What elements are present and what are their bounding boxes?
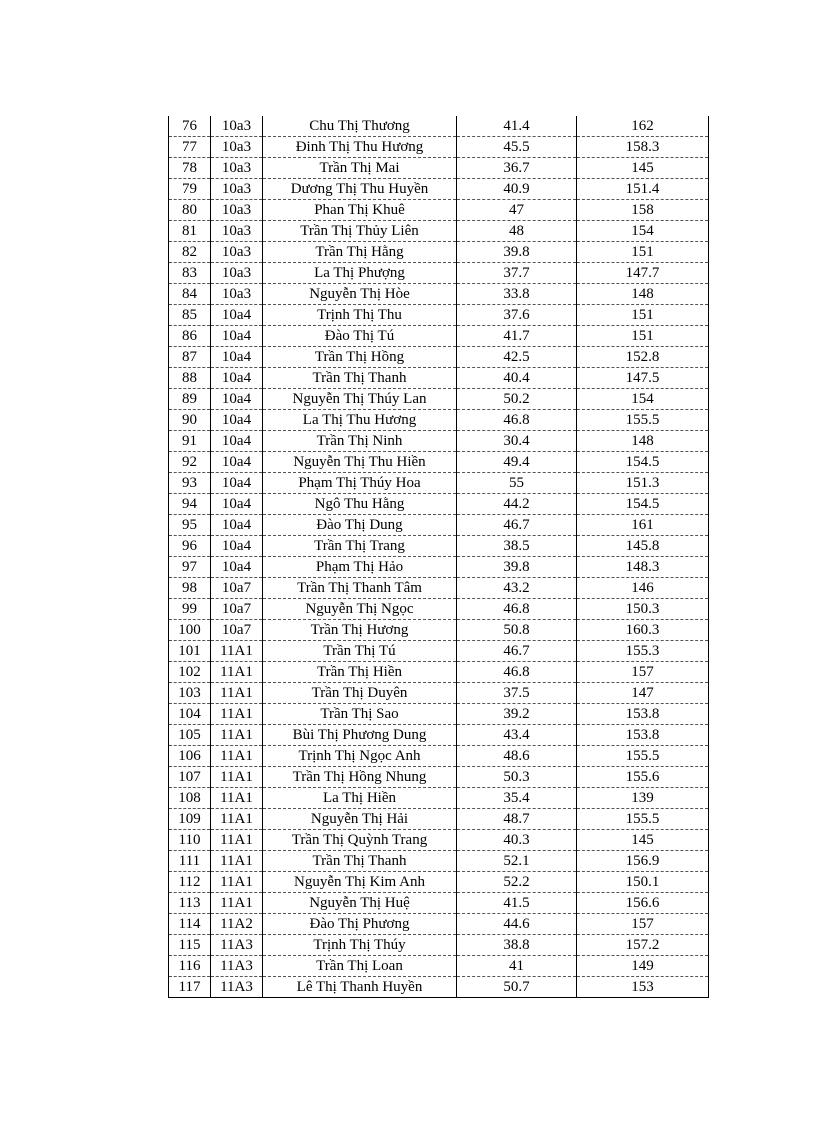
weight-cell: 43.4: [457, 725, 577, 746]
table-body: [169, 116, 709, 998]
student-name-cell: Đào Thị Phương: [263, 914, 457, 935]
table-row: [169, 662, 709, 683]
height-cell: 145: [577, 830, 709, 851]
table-row: [169, 956, 709, 977]
class-cell: 10a4: [211, 515, 263, 536]
weight-cell: 38.5: [457, 536, 577, 557]
class-cell: 11A1: [211, 662, 263, 683]
student-name-cell: Nguyễn Thị Ngọc: [263, 599, 457, 620]
table-row: [169, 410, 709, 431]
weight-cell: 41.7: [457, 326, 577, 347]
row-number-cell: 78: [169, 158, 211, 179]
class-cell: 10a3: [211, 284, 263, 305]
weight-cell: 49.4: [457, 452, 577, 473]
weight-cell: 41.5: [457, 893, 577, 914]
height-cell: 160.3: [577, 620, 709, 641]
student-name-cell: Trần Thị Tú: [263, 641, 457, 662]
weight-cell: 44.2: [457, 494, 577, 515]
row-number-cell: 84: [169, 284, 211, 305]
row-number-cell: 112: [169, 872, 211, 893]
height-cell: 154: [577, 221, 709, 242]
height-cell: 150.3: [577, 599, 709, 620]
class-cell: 11A1: [211, 809, 263, 830]
height-cell: 155.3: [577, 641, 709, 662]
class-cell: 10a3: [211, 200, 263, 221]
table-row: [169, 872, 709, 893]
class-cell: 10a4: [211, 347, 263, 368]
weight-cell: 40.4: [457, 368, 577, 389]
student-name-cell: Trần Thị Trang: [263, 536, 457, 557]
table-row: [169, 263, 709, 284]
student-name-cell: Trịnh Thị Ngọc Anh: [263, 746, 457, 767]
row-number-cell: 105: [169, 725, 211, 746]
table-row: [169, 473, 709, 494]
student-name-cell: Trần Thị Thanh Tâm: [263, 578, 457, 599]
weight-cell: 39.8: [457, 242, 577, 263]
row-number-cell: 79: [169, 179, 211, 200]
weight-cell: 52.2: [457, 872, 577, 893]
height-cell: 154.5: [577, 452, 709, 473]
row-number-cell: 108: [169, 788, 211, 809]
table-row: [169, 305, 709, 326]
weight-cell: 46.7: [457, 641, 577, 662]
weight-cell: 50.8: [457, 620, 577, 641]
table-row: [169, 851, 709, 872]
row-number-cell: 102: [169, 662, 211, 683]
class-cell: 11A1: [211, 683, 263, 704]
weight-cell: 36.7: [457, 158, 577, 179]
height-cell: 162: [577, 116, 709, 137]
student-name-cell: Trần Thị Mai: [263, 158, 457, 179]
row-number-cell: 83: [169, 263, 211, 284]
table-row: [169, 242, 709, 263]
row-number-cell: 103: [169, 683, 211, 704]
table-row: [169, 557, 709, 578]
class-cell: 11A1: [211, 851, 263, 872]
student-name-cell: La Thị Thu Hương: [263, 410, 457, 431]
weight-cell: 48: [457, 221, 577, 242]
class-cell: 11A1: [211, 872, 263, 893]
table-row: [169, 809, 709, 830]
student-name-cell: Đào Thị Tú: [263, 326, 457, 347]
table-row: [169, 431, 709, 452]
height-cell: 153.8: [577, 704, 709, 725]
weight-cell: 41.4: [457, 116, 577, 137]
student-name-cell: Phạm Thị Hảo: [263, 557, 457, 578]
height-cell: 147.7: [577, 263, 709, 284]
table-row: [169, 326, 709, 347]
height-cell: 156.6: [577, 893, 709, 914]
height-cell: 157: [577, 914, 709, 935]
student-name-cell: Trần Thị Sao: [263, 704, 457, 725]
table-row: [169, 767, 709, 788]
class-cell: 10a3: [211, 179, 263, 200]
height-cell: 151.4: [577, 179, 709, 200]
table-row: [169, 284, 709, 305]
student-name-cell: Phạm Thị Thúy Hoa: [263, 473, 457, 494]
table-row: [169, 725, 709, 746]
class-cell: 10a7: [211, 599, 263, 620]
class-cell: 10a4: [211, 389, 263, 410]
student-name-cell: Nguyễn Thị Kim Anh: [263, 872, 457, 893]
table-row: [169, 746, 709, 767]
weight-cell: 55: [457, 473, 577, 494]
row-number-cell: 114: [169, 914, 211, 935]
table-row: [169, 536, 709, 557]
student-name-cell: Trần Thị Loan: [263, 956, 457, 977]
class-cell: 10a7: [211, 620, 263, 641]
student-name-cell: Trần Thị Hồng Nhung: [263, 767, 457, 788]
student-name-cell: Nguyễn Thị Hải: [263, 809, 457, 830]
height-cell: 152.8: [577, 347, 709, 368]
height-cell: 153: [577, 977, 709, 998]
weight-cell: 44.6: [457, 914, 577, 935]
class-cell: 10a4: [211, 326, 263, 347]
class-cell: 11A1: [211, 704, 263, 725]
class-cell: 10a3: [211, 137, 263, 158]
student-name-cell: Nguyễn Thị Hòe: [263, 284, 457, 305]
row-number-cell: 100: [169, 620, 211, 641]
weight-cell: 48.6: [457, 746, 577, 767]
student-name-cell: Nguyễn Thị Huệ: [263, 893, 457, 914]
row-number-cell: 110: [169, 830, 211, 851]
student-name-cell: Trịnh Thị Thu: [263, 305, 457, 326]
row-number-cell: 76: [169, 116, 211, 137]
table-row: [169, 704, 709, 725]
row-number-cell: 116: [169, 956, 211, 977]
weight-cell: 43.2: [457, 578, 577, 599]
row-number-cell: 113: [169, 893, 211, 914]
row-number-cell: 99: [169, 599, 211, 620]
class-cell: 10a4: [211, 452, 263, 473]
student-name-cell: Trần Thị Ninh: [263, 431, 457, 452]
row-number-cell: 91: [169, 431, 211, 452]
row-number-cell: 85: [169, 305, 211, 326]
weight-cell: 38.8: [457, 935, 577, 956]
weight-cell: 39.2: [457, 704, 577, 725]
table-row: [169, 452, 709, 473]
table-row: [169, 935, 709, 956]
height-cell: 158.3: [577, 137, 709, 158]
class-cell: 10a4: [211, 557, 263, 578]
student-name-cell: Lê Thị Thanh Huyền: [263, 977, 457, 998]
class-cell: 10a4: [211, 368, 263, 389]
row-number-cell: 96: [169, 536, 211, 557]
height-cell: 139: [577, 788, 709, 809]
row-number-cell: 97: [169, 557, 211, 578]
student-name-cell: Trần Thị Thanh: [263, 851, 457, 872]
height-cell: 155.5: [577, 746, 709, 767]
student-name-cell: Trần Thị Hiền: [263, 662, 457, 683]
height-cell: 155.5: [577, 410, 709, 431]
height-cell: 155.6: [577, 767, 709, 788]
row-number-cell: 109: [169, 809, 211, 830]
row-number-cell: 111: [169, 851, 211, 872]
table-row: [169, 494, 709, 515]
height-cell: 148: [577, 431, 709, 452]
weight-cell: 35.4: [457, 788, 577, 809]
weight-cell: 50.2: [457, 389, 577, 410]
weight-cell: 50.3: [457, 767, 577, 788]
height-cell: 151: [577, 242, 709, 263]
row-number-cell: 77: [169, 137, 211, 158]
weight-cell: 40.3: [457, 830, 577, 851]
height-cell: 161: [577, 515, 709, 536]
weight-cell: 37.7: [457, 263, 577, 284]
class-cell: 11A2: [211, 914, 263, 935]
height-cell: 146: [577, 578, 709, 599]
table-row: [169, 641, 709, 662]
weight-cell: 46.8: [457, 410, 577, 431]
table-row: [169, 116, 709, 137]
height-cell: 148.3: [577, 557, 709, 578]
table-row: [169, 683, 709, 704]
height-cell: 158: [577, 200, 709, 221]
student-name-cell: Trần Thị Duyên: [263, 683, 457, 704]
row-number-cell: 93: [169, 473, 211, 494]
class-cell: 10a4: [211, 305, 263, 326]
student-name-cell: La Thị Phượng: [263, 263, 457, 284]
table-row: [169, 179, 709, 200]
row-number-cell: 81: [169, 221, 211, 242]
student-name-cell: Trần Thị Hồng: [263, 347, 457, 368]
row-number-cell: 80: [169, 200, 211, 221]
table-row: [169, 578, 709, 599]
student-name-cell: Trần Thị Thủy Liên: [263, 221, 457, 242]
weight-cell: 46.7: [457, 515, 577, 536]
row-number-cell: 92: [169, 452, 211, 473]
class-cell: 10a4: [211, 431, 263, 452]
table-row: [169, 200, 709, 221]
weight-cell: 41: [457, 956, 577, 977]
weight-cell: 47: [457, 200, 577, 221]
weight-cell: 48.7: [457, 809, 577, 830]
row-number-cell: 101: [169, 641, 211, 662]
table-row: [169, 515, 709, 536]
table-row: [169, 830, 709, 851]
class-cell: 11A1: [211, 746, 263, 767]
weight-cell: 45.5: [457, 137, 577, 158]
student-name-cell: Trịnh Thị Thúy: [263, 935, 457, 956]
row-number-cell: 87: [169, 347, 211, 368]
row-number-cell: 82: [169, 242, 211, 263]
table-row: [169, 599, 709, 620]
table-row: [169, 620, 709, 641]
table-row: [169, 977, 709, 998]
table-row: [169, 158, 709, 179]
height-cell: 156.9: [577, 851, 709, 872]
class-cell: 11A1: [211, 725, 263, 746]
height-cell: 157.2: [577, 935, 709, 956]
class-cell: 11A1: [211, 893, 263, 914]
class-cell: 11A1: [211, 788, 263, 809]
class-cell: 10a7: [211, 578, 263, 599]
weight-cell: 30.4: [457, 431, 577, 452]
student-name-cell: Đào Thị Dung: [263, 515, 457, 536]
height-cell: 157: [577, 662, 709, 683]
row-number-cell: 104: [169, 704, 211, 725]
student-table: [168, 116, 709, 998]
row-number-cell: 94: [169, 494, 211, 515]
height-cell: 153.8: [577, 725, 709, 746]
class-cell: 10a4: [211, 494, 263, 515]
row-number-cell: 115: [169, 935, 211, 956]
student-name-cell: Trần Thị Thanh: [263, 368, 457, 389]
height-cell: 147: [577, 683, 709, 704]
height-cell: 155.5: [577, 809, 709, 830]
weight-cell: 39.8: [457, 557, 577, 578]
height-cell: 151: [577, 326, 709, 347]
class-cell: 10a3: [211, 158, 263, 179]
weight-cell: 37.5: [457, 683, 577, 704]
class-cell: 10a3: [211, 263, 263, 284]
row-number-cell: 88: [169, 368, 211, 389]
height-cell: 147.5: [577, 368, 709, 389]
weight-cell: 42.5: [457, 347, 577, 368]
class-cell: 10a3: [211, 242, 263, 263]
table-row: [169, 389, 709, 410]
table-row: [169, 914, 709, 935]
height-cell: 154.5: [577, 494, 709, 515]
class-cell: 10a4: [211, 410, 263, 431]
class-cell: 11A3: [211, 956, 263, 977]
row-number-cell: 98: [169, 578, 211, 599]
class-cell: 11A3: [211, 935, 263, 956]
table-row: [169, 893, 709, 914]
weight-cell: 50.7: [457, 977, 577, 998]
height-cell: 145.8: [577, 536, 709, 557]
student-name-cell: Nguyễn Thị Thu Hiền: [263, 452, 457, 473]
student-name-cell: Trần Thị Hằng: [263, 242, 457, 263]
height-cell: 145: [577, 158, 709, 179]
height-cell: 150.1: [577, 872, 709, 893]
student-name-cell: La Thị Hiền: [263, 788, 457, 809]
height-cell: 151.3: [577, 473, 709, 494]
student-name-cell: Bùi Thị Phương Dung: [263, 725, 457, 746]
row-number-cell: 95: [169, 515, 211, 536]
weight-cell: 46.8: [457, 662, 577, 683]
height-cell: 151: [577, 305, 709, 326]
student-name-cell: Chu Thị Thương: [263, 116, 457, 137]
student-name-cell: Nguyễn Thị Thúy Lan: [263, 389, 457, 410]
table-row: [169, 788, 709, 809]
class-cell: 10a3: [211, 116, 263, 137]
student-name-cell: Dương Thị Thu Huyền: [263, 179, 457, 200]
class-cell: 10a3: [211, 221, 263, 242]
weight-cell: 40.9: [457, 179, 577, 200]
class-cell: 10a4: [211, 473, 263, 494]
student-name-cell: Phan Thị Khuê: [263, 200, 457, 221]
weight-cell: 52.1: [457, 851, 577, 872]
table-row: [169, 137, 709, 158]
weight-cell: 33.8: [457, 284, 577, 305]
student-name-cell: Đinh Thị Thu Hương: [263, 137, 457, 158]
student-name-cell: Ngô Thu Hằng: [263, 494, 457, 515]
class-cell: 11A1: [211, 641, 263, 662]
student-name-cell: Trần Thị Quỳnh Trang: [263, 830, 457, 851]
weight-cell: 46.8: [457, 599, 577, 620]
table-row: [169, 368, 709, 389]
class-cell: 11A1: [211, 830, 263, 851]
row-number-cell: 106: [169, 746, 211, 767]
row-number-cell: 117: [169, 977, 211, 998]
height-cell: 149: [577, 956, 709, 977]
height-cell: 148: [577, 284, 709, 305]
table-row: [169, 347, 709, 368]
row-number-cell: 90: [169, 410, 211, 431]
row-number-cell: 86: [169, 326, 211, 347]
row-number-cell: 107: [169, 767, 211, 788]
class-cell: 10a4: [211, 536, 263, 557]
row-number-cell: 89: [169, 389, 211, 410]
height-cell: 154: [577, 389, 709, 410]
weight-cell: 37.6: [457, 305, 577, 326]
class-cell: 11A1: [211, 767, 263, 788]
class-cell: 11A3: [211, 977, 263, 998]
student-name-cell: Trần Thị Hương: [263, 620, 457, 641]
table-row: [169, 221, 709, 242]
